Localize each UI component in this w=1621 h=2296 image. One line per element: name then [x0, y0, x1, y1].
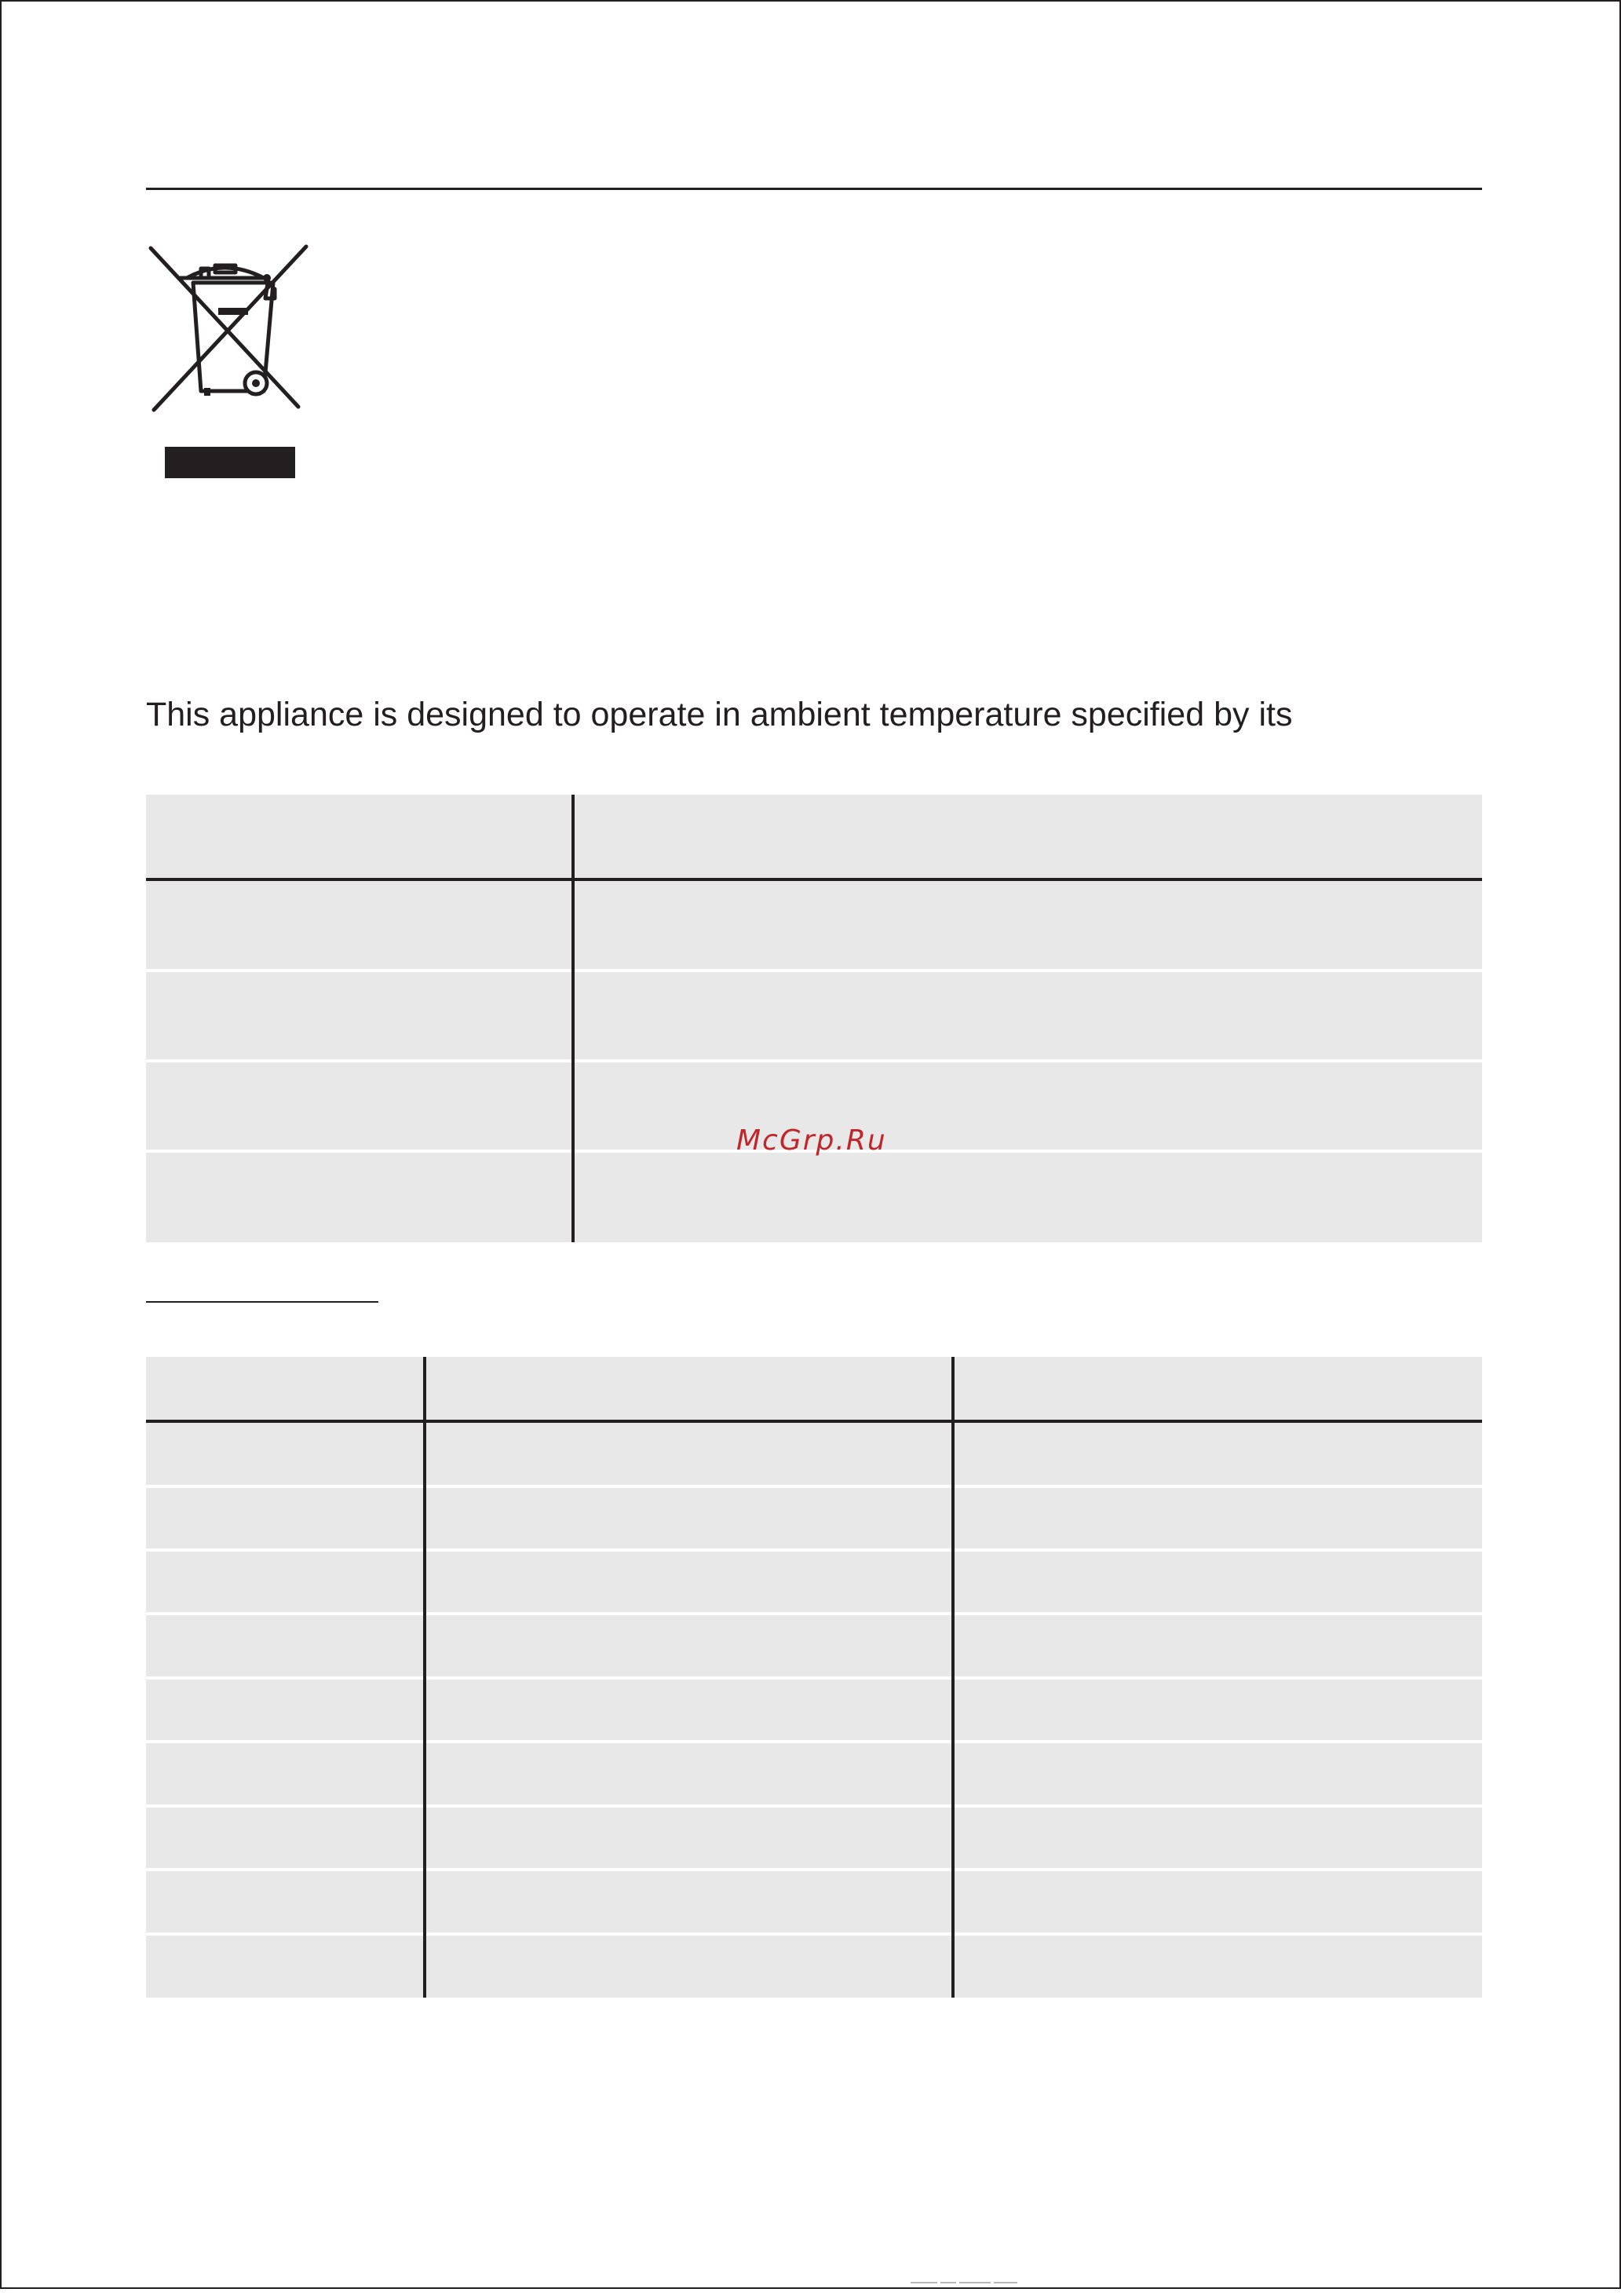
footnote-rule [146, 1301, 378, 1303]
table-row [146, 1153, 1482, 1242]
table-row [146, 972, 1482, 1060]
table-row [146, 1615, 1482, 1676]
ambient-temperature-table [146, 795, 1482, 1242]
specification-table [146, 1357, 1482, 1998]
column-divider [571, 795, 575, 1242]
table-row [146, 1743, 1482, 1804]
table-header-row [146, 1357, 1482, 1420]
table-row [146, 1552, 1482, 1613]
watermark: McGrp.Ru [736, 1124, 887, 1157]
table-row [146, 1871, 1482, 1932]
table-header-row [146, 795, 1482, 878]
section-divider [146, 188, 1482, 190]
intro-text: This appliance is designed to operate in ambient temperature specified by its [146, 696, 1293, 733]
table-row [146, 1488, 1482, 1549]
footer-artifact [911, 2282, 1044, 2285]
column-divider [951, 1357, 955, 1998]
table-row [146, 1680, 1482, 1741]
table-row [146, 1808, 1482, 1869]
table-row [146, 881, 1482, 978]
crossed-out-wheeled-bin-icon [146, 242, 311, 415]
table-row [146, 1936, 1482, 1998]
table-row [146, 1423, 1482, 1486]
column-divider [423, 1357, 426, 1998]
weee-underline-bar [165, 447, 295, 478]
